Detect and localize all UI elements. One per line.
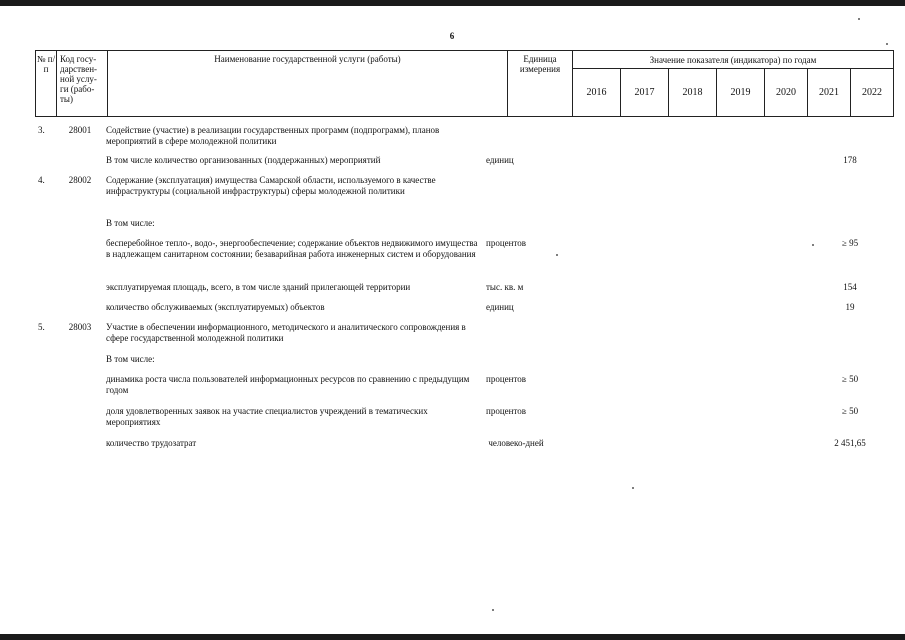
row-subheader: В том числе: (106, 218, 155, 228)
page-number: 6 (449, 31, 455, 41)
row-name: динамика роста числа пользователей информационных ресурсов по сравнению с предыдущим годом (106, 374, 470, 395)
year-header: 2022 (851, 69, 894, 117)
row-unit: процентов (486, 238, 527, 248)
row-name: Содержание (эксплуатация) имущества Самарской области, используемого в качестве инфраструктуры (социальной инфраструктуры) сферы молодежной политики (106, 175, 436, 196)
row-value: ≥ 50 (841, 374, 859, 384)
row-name: В том числе количество организованных (поддержанных) мероприятий (106, 155, 381, 165)
row-num: 4. (38, 175, 45, 185)
year-header: 2019 (717, 69, 765, 117)
row-num: 3. (38, 125, 45, 135)
row-name: эксплуатируемая площадь, всего, в том числе зданий прилегающей территории (106, 282, 411, 292)
row-unit: процентов (486, 406, 527, 416)
row-name: Участие в обеспечении информационного, методического и аналитического сопровождения в сфере государственной молодежной политики (106, 322, 466, 343)
row-value: 2 451,65 (834, 438, 866, 448)
row-value: ≥ 95 (841, 238, 859, 248)
scan-speck (858, 18, 860, 20)
row-value: ≥ 50 (841, 406, 859, 416)
row-code: 28002 (68, 175, 92, 185)
table-header (35, 50, 894, 117)
row-subheader: В том числе: (106, 354, 155, 364)
scan-speck (556, 254, 558, 256)
row-num: 5. (38, 322, 45, 332)
row-unit: тыс. кв. м (486, 282, 524, 292)
row-unit: человеко-дней (488, 438, 544, 448)
row-unit: единиц (486, 155, 514, 165)
top-scan-border (0, 0, 905, 6)
header-code: Код госу- дарствен- ной услу- ги (рабо- ты) (57, 51, 108, 117)
row-name: количество обслуживаемых (эксплуатируемых) объектов (106, 302, 325, 312)
row-unit: процентов (486, 374, 527, 384)
row-name: Содействие (участие) в реализации государственных программ (подпрограмм), планов мероприятий в сфере молодежной политики (106, 125, 440, 146)
row-code: 28001 (68, 125, 92, 135)
header-values: Значение показателя (индикатора) по годам (573, 51, 894, 69)
header-name: Наименование государственной услуги (работы) (108, 51, 508, 117)
year-header: 2018 (669, 69, 717, 117)
scan-speck (492, 609, 494, 611)
header-num: № п/п (36, 51, 57, 117)
year-header: 2020 (765, 69, 808, 117)
row-name: бесперебойное тепло-, водо-, энергообеспечение; содержание объектов недвижимого имущества в надлежащем санитарном состоянии; безаварийная работа инженерных систем и оборудования (106, 238, 478, 259)
bottom-scan-border (0, 634, 905, 640)
row-value: 154 (843, 282, 857, 292)
row-name: доля удовлетворенных заявок на участие специалистов учреждений в тематических мероприятиях (106, 406, 428, 427)
year-header: 2017 (621, 69, 669, 117)
scan-speck (886, 43, 888, 45)
row-value: 178 (843, 155, 857, 165)
row-name: количество трудозатрат (106, 438, 197, 448)
scan-speck (632, 487, 634, 489)
row-unit: единиц (486, 302, 514, 312)
header-unit: Единица измерения (508, 51, 573, 117)
year-header: 2016 (573, 69, 621, 117)
row-value: 19 (845, 302, 855, 312)
year-header: 2021 (808, 69, 851, 117)
row-code: 28003 (68, 322, 92, 332)
scan-speck (812, 244, 814, 246)
